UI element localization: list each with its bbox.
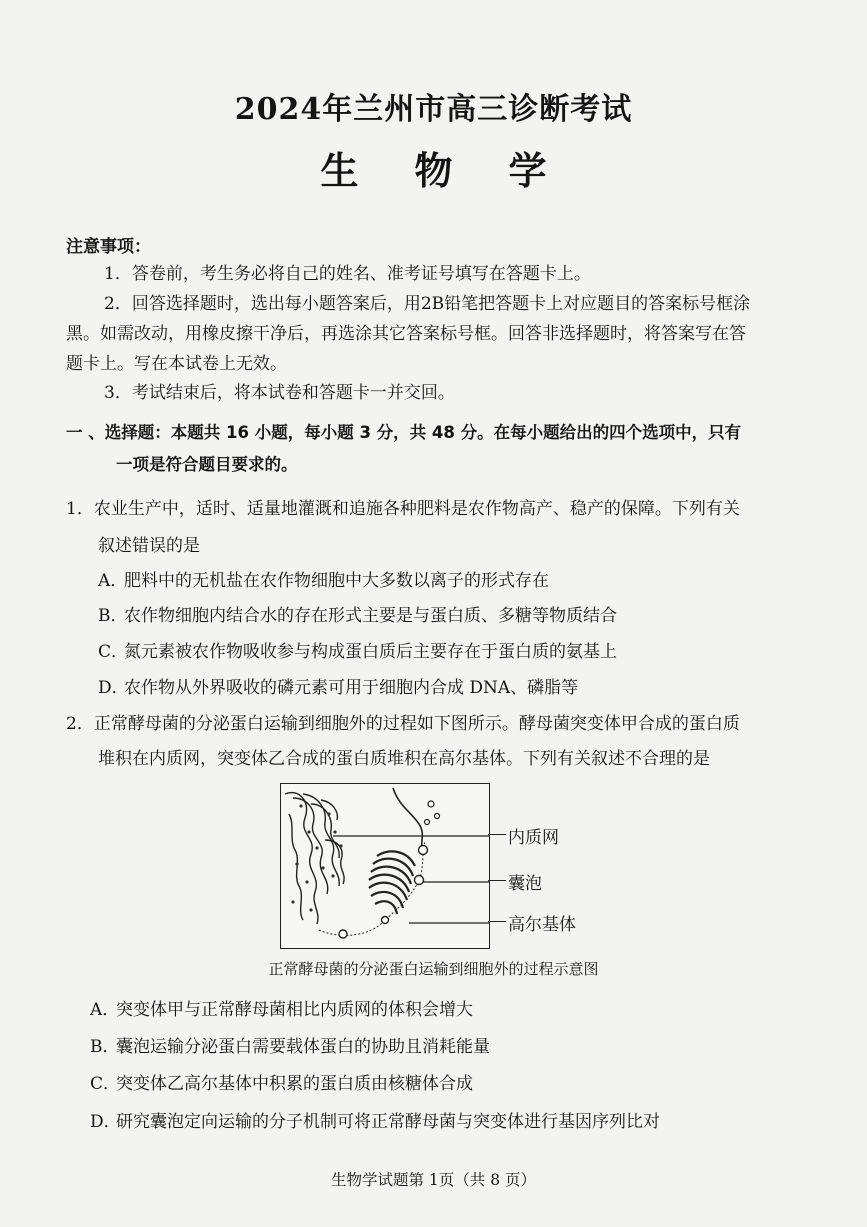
question-2-option-a: A．突变体甲与正常酵母菌相比内质网的体积会增大: [90, 1000, 473, 1020]
question-1-option-b: B．农作物细胞内结合水的存在形式主要是与蛋白质、多糖等物质结合: [98, 606, 617, 626]
er-shape: [285, 793, 344, 924]
exocytosis-vesicles: [425, 801, 440, 825]
subject-title: [0, 140, 867, 195]
notice-item: 2．回答选择题时，选出每小题答案后，用2B铅笔把答题卡上对应题目的答案标号框涂: [104, 294, 751, 314]
section-heading: 一 、选择题：本题共 16 小题，每小题 3 分，共 48 分。在每小题给出的四个选项中，只有: [66, 423, 742, 442]
question-1-option-a: A．肥料中的无机盐在农作物细胞中大多数以离子的形式存在: [98, 571, 549, 591]
question-2-stem-cont: 堆积在内质网，突变体乙合成的蛋白质堆积在高尔基体。下列有关叙述不合理的是: [98, 749, 710, 769]
subject-char: 生: [320, 148, 359, 193]
figure-caption: 正常酵母菌的分泌蛋白运输到细胞外的过程示意图: [268, 960, 599, 978]
question-1-option-c: C．氮元素被农作物吸收参与构成蛋白质后主要存在于蛋白质的氨基上: [98, 642, 617, 662]
question-2-stem: 2．正常酵母菌的分泌蛋白运输到细胞外的过程如下图所示。酵母菌突变体甲合成的蛋白质: [66, 714, 740, 734]
notice-item: 1．答卷前，考生务必将自己的姓名、准考证号填写在答题卡上。: [104, 264, 591, 284]
subject-char: 物: [414, 148, 453, 193]
question-1-stem-cont: 叙述错误的是: [98, 536, 200, 556]
leader-lines: [333, 836, 489, 923]
notice-heading: 注意事项：: [66, 237, 151, 257]
page-footer: 生物学试题第 1页（共 8 页）: [330, 1171, 536, 1189]
ribosome-dots: [291, 804, 342, 911]
vesicle-path: [319, 842, 425, 935]
question-1-stem: 1．农业生产中，适时、适量地灌溉和追施各种肥料是农作物高产、稳产的保障。下列有关: [66, 499, 740, 519]
question-2-option-d: D．研究囊泡定向运输的分子机制可将正常酵母菌与突变体进行基因序列比对: [90, 1112, 660, 1132]
leader-line-ext: [488, 921, 506, 922]
cell-membrane: [393, 788, 425, 854]
exam-title: 2024年兰州市高三诊断考试: [234, 92, 633, 127]
subject-char: 学: [508, 148, 547, 193]
leader-line-ext: [488, 880, 506, 881]
label-er: 内质网: [508, 828, 559, 848]
notice-item-cont: 题卡上。写在本试卷上无效。: [66, 354, 287, 374]
section-heading-cont: 一项是符合题目要求的。: [116, 455, 298, 474]
notice-item-cont: 黑。如需改动，用橡皮擦干净后，再选涂其它答案标号框。回答非选择题时，将答案写在答: [66, 324, 746, 344]
golgi-stacks: [369, 851, 415, 914]
label-vesicle: 囊泡: [508, 874, 542, 894]
cell-diagram: [280, 783, 490, 949]
notice-item: 3．考试结束后，将本试卷和答题卡一并交回。: [104, 383, 455, 403]
question-1-option-d: D．农作物从外界吸收的磷元素可用于细胞内合成 DNA、磷脂等: [98, 678, 579, 698]
question-2-option-b: B．囊泡运输分泌蛋白需要载体蛋白的协助且消耗能量: [90, 1037, 490, 1057]
leader-line-ext: [488, 834, 506, 835]
question-2-option-c: C．突变体乙高尔基体中积累的蛋白质由核糖体合成: [90, 1074, 473, 1094]
secretion-diagram-svg: [281, 784, 489, 948]
label-golgi: 高尔基体: [508, 915, 576, 935]
